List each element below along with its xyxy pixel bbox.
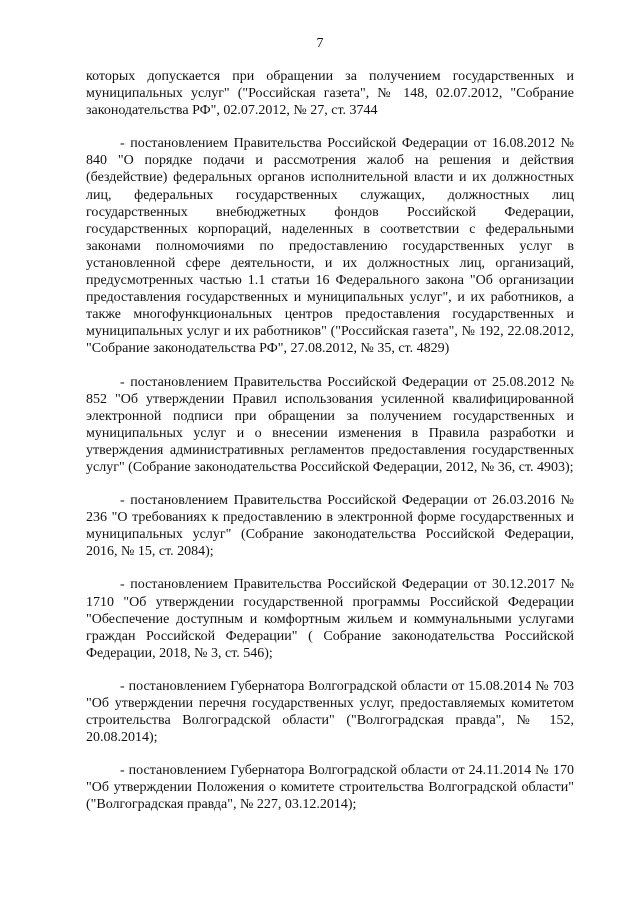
paragraph-continuation: которых допускается при обращении за получением государственных и муниципальных услуг" ("Российская газета", № 148, 02.07.2012, "Собрание законодательства РФ", 02.07.2012, № 27, ст. 3744 (86, 69, 574, 119)
paragraph-decree-852: - постановлением Правительства Российской Федерации от 25.08.2012 № 852 "Об утверждении Правил использования усиленной квалифицированной электронной подписи при обращении за получением государственных и муниципальных услуг и о внесении изменения в Правила разработки и утверждения административных регламентов предоставления государственных услуг" (Собрание законодательства Российской Федерации, 2012, № 36, ст. 4903); (86, 374, 574, 475)
paragraph-governor-decree-703: - постановлением Губернатора Волгоградской области от 15.08.2014 № 703 "Об утверждении перечня государственных услуг, предоставляемых комитетом строительства Волгоградской области" ("Волгоградская правда", № 152, 20.08.2014); (86, 678, 574, 746)
paragraph-decree-840: - постановлением Правительства Российской Федерации от 16.08.2012 № 840 "О порядке подачи и рассмотрения жалоб на решения и действия (бездействие) федеральных органов исполнительной власти и их должностных лиц, федеральных государственных служащих, должностных лиц государственных внебюджетных фондов Российской Федерации, государственных корпораций, наделенных в соответствии с федеральными законами полномочиями по предоставлению государственных услуг в установленной сфере деятельности, и их должностных лиц, организаций, предусмотренных частью 1.1 статьи 16 Федерального закона "Об организации предоставления государственных и муниципальных услуг", и их работников, а также многофункциональных центров предоставления государственных и муниципальных услуг и их работников" ("Российская газета", № 192, 22.08.2012, "Собрание законодательства РФ", 27.08.2012, № 35, ст. 4829) (86, 136, 574, 357)
document-body (86, 68, 574, 830)
paragraph-decree-1710: - постановлением Правительства Российской Федерации от 30.12.2017 № 1710 "Об утверждении государственной программы Российской Федерации "Обеспечение доступным и комфортным жильем и коммунальными услугами граждан Российской Федерации" ( Собрание законодательства Российской Федерации, 2018, № 3, ст. 546); (86, 577, 574, 661)
page-number: 7 (316, 36, 324, 51)
paragraph-governor-decree-170: - постановлением Губернатора Волгоградской области от 24.11.2014 № 170 "Об утверждении Положения о комитете строительства Волгоградской области" ("Волгоградская правда", № 227, 03.12.2014); (86, 763, 574, 813)
paragraph-decree-236: - постановлением Правительства Российской Федерации от 26.03.2016 № 236 "О требованиях к предоставлению в электронной форме государственных и муниципальных услуг" (Собрание законодательства Российской Федерации, 2016, № 15, ст. 2084); (86, 493, 574, 560)
